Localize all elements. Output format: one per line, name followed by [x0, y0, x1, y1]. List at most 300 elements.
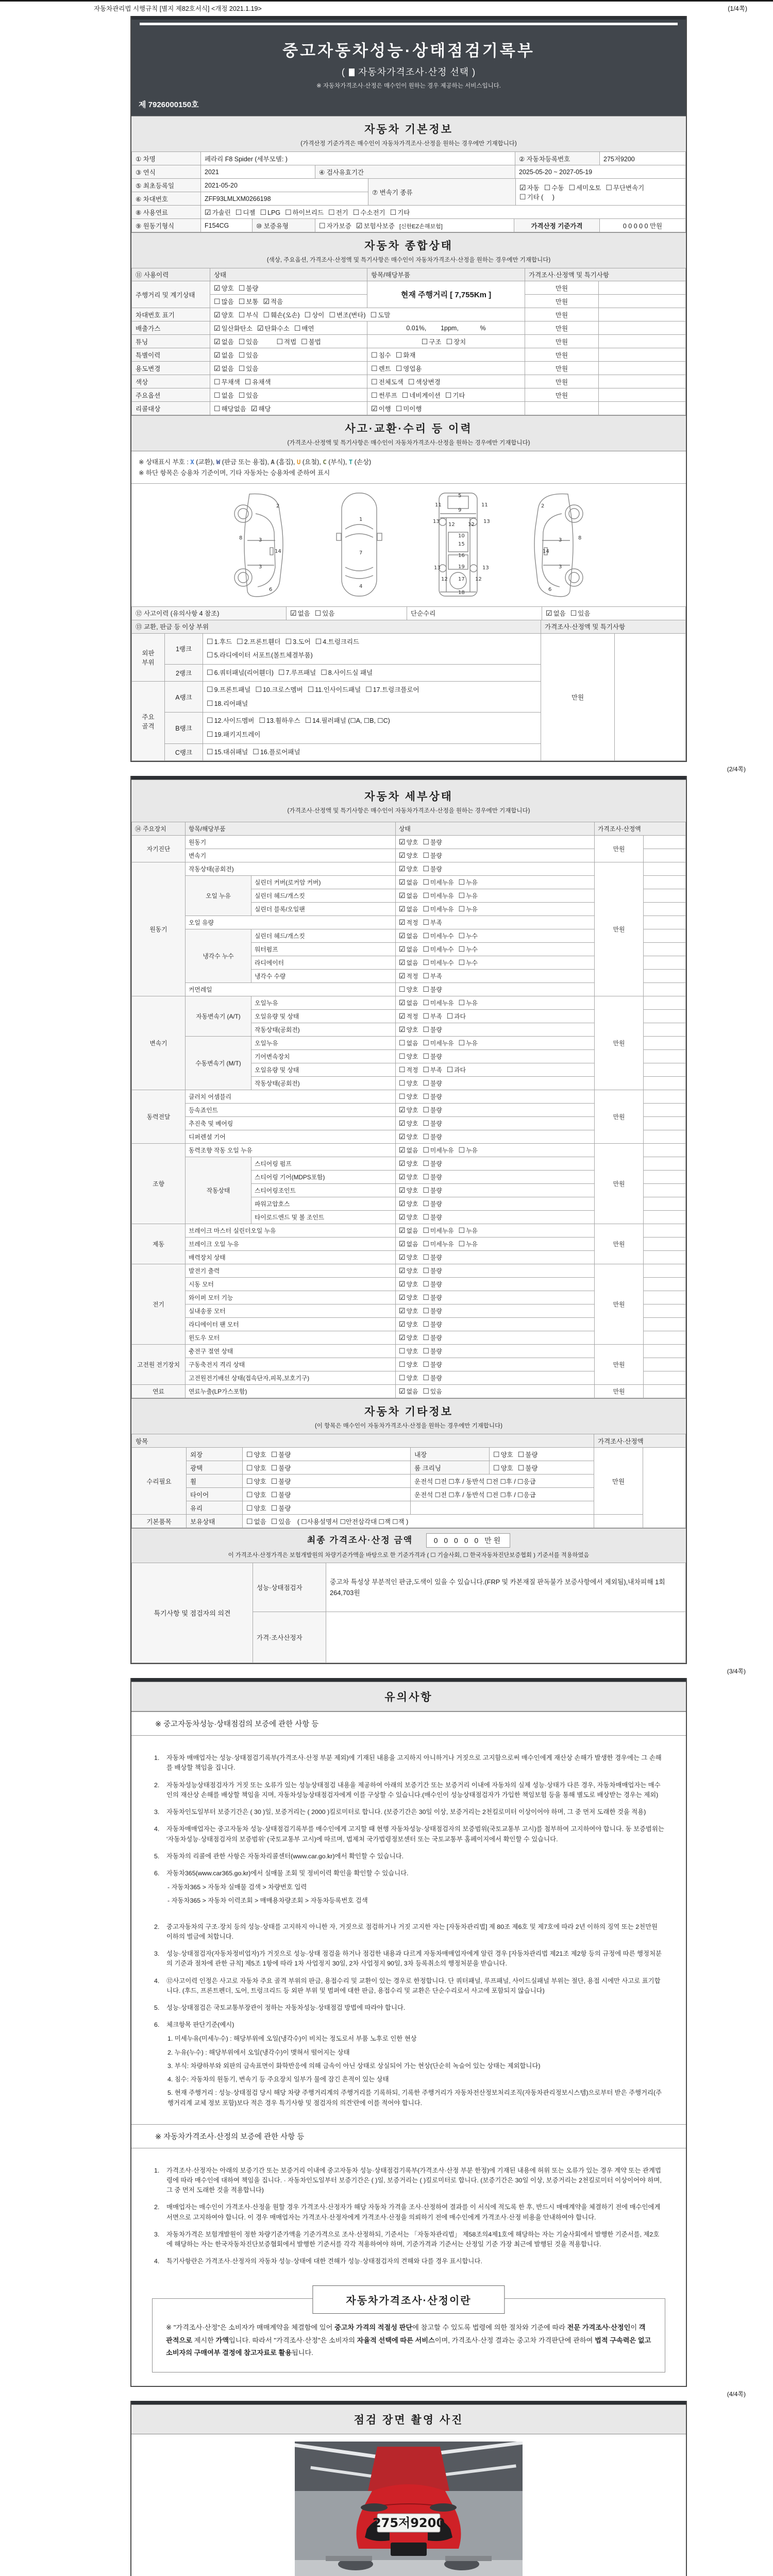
reg-no-value: 275저9200	[600, 152, 686, 165]
unchecked-checkbox-icon: ☐	[271, 1464, 278, 1472]
check-item: 스티어링 기어(MDPS포함)	[251, 1171, 396, 1184]
check-state	[396, 876, 595, 889]
notice-subitem: 1. 미세누유(미세누수) : 해당부위에 오일(냉각수)이 비치는 정도로서 부품 노후로 인한 현상	[167, 2035, 417, 2043]
check-state	[396, 1157, 595, 1171]
diagram-part-number: 11	[435, 502, 442, 508]
diagram-part-number: 6	[269, 586, 273, 592]
checkbox-option: ☐ 누수	[458, 945, 478, 954]
checkbox-option: ☐ 불량	[423, 1160, 442, 1168]
check-state	[396, 1358, 595, 1371]
checked-checkbox-icon: ☑	[214, 324, 221, 333]
checked-checkbox-icon: ☑	[214, 351, 221, 360]
unchecked-checkbox-icon: ☐	[271, 1517, 278, 1526]
checked-checkbox-icon: ☑	[399, 1334, 406, 1343]
unchecked-checkbox-icon: ☐	[214, 297, 221, 306]
checkbox-option: ☐ 기타	[390, 208, 410, 217]
checkbox-option: ☐ 있음	[238, 391, 259, 400]
notice-subitem: 2. 누유(누수) : 해당부위에서 오일(냉각수)이 맺혀서 떨어지는 상태	[167, 2048, 350, 2056]
unchecked-checkbox-icon: ☐	[423, 1133, 429, 1142]
unchecked-checkbox-icon: ☐	[423, 905, 429, 914]
check-state	[396, 1211, 595, 1224]
checkbox-option: ☐ 불량	[423, 1253, 442, 1262]
unchecked-checkbox-icon: ☐	[207, 651, 213, 660]
checkbox-option: ☐ 누유	[458, 1039, 478, 1048]
checkbox-option: ☑ 없음	[399, 999, 418, 1008]
checkbox-option: ☐ 미세누수	[423, 959, 454, 968]
diagram-part-number: 13	[482, 565, 489, 571]
checkbox-option: ☑ 양호	[399, 852, 418, 860]
document-title: 중고자동차성능·상태점검기록부	[282, 42, 535, 60]
checkbox-option: ☑ 양호	[399, 1320, 418, 1329]
unchecked-checkbox-icon: ☐	[238, 297, 245, 306]
unchecked-checkbox-icon: ☐	[246, 1464, 253, 1472]
section-basic-info	[131, 116, 686, 152]
checkbox-option: ☐ 불량	[423, 1307, 442, 1316]
notice-subitem: 5. 현재 주행거리 : 성능·상태점검 당시 해당 차량 주행거리계의 주행거리를 기록하되, 기록한 주행거리가 자동차전산정보처리조직(자동차관리정보시스템)으로부터 받은 주행거리(주행거리계 교체 정보 포함)보다 적은 경우 특기사항 및 점검자의 의견'란에 이를 적어야 합니다.	[167, 2089, 662, 2107]
check-state	[396, 1050, 595, 1063]
checkbox-option: ☐ 19.패키지트레이	[207, 731, 261, 739]
checkbox-option: ☐ 불량	[423, 1120, 442, 1128]
repair-group: 수리필요	[132, 1448, 187, 1515]
checkbox-option: ☐ 미세누수	[423, 932, 454, 941]
checkbox-option: ☐ 불량	[423, 1334, 442, 1343]
unchecked-checkbox-icon: ☐	[458, 959, 465, 968]
group-price: 만원	[595, 1345, 644, 1385]
about-box-text: ※ "가격조사·산정"은 소비자가 매매계약을 체결함에 있어 중고차 가격의 적절성 판단에 참고할 수 있도록 법령에 의한 절차와 기준에 따라 전문 가격조사·산정인이 객관적으로 제시한 가액입니다. 따라서 "가격조사·산정"은 소비자의 자율적 선택에 따른 서비스이며, 가격조사·산정 결과는 중고차 가격판단에 관하여 법적 구속력은 없고 소비자의 구매여부 결정에 참고자료로 활용됩니다.	[166, 2324, 651, 2357]
checked-checkbox-icon: ☑	[290, 609, 297, 618]
checkbox-option: ☐ 불량	[423, 1093, 442, 1101]
simple-repair-checks	[542, 606, 686, 620]
unchecked-checkbox-icon: ☐	[568, 183, 575, 192]
exchange-table	[131, 620, 686, 761]
page-1	[130, 16, 687, 762]
device-group: 연료	[132, 1385, 186, 1398]
checkbox-option: ☐ 세미오토	[568, 183, 601, 192]
car-name-label: ① 차명	[132, 152, 201, 165]
inspector-opinion: 중고차 특성상 부분적인 판금,도색이 있을 수 있습니다.(FRP 및 카본재질 판독불가 보증사항에서 제외됨),내차피해 1회 264,703원	[326, 1563, 686, 1612]
check-item: 등속죠인트	[186, 1104, 396, 1117]
unchecked-checkbox-icon: ☐	[371, 351, 378, 360]
unchecked-checkbox-icon: ☐	[263, 311, 270, 319]
inspection-label: ④ 검사유효기간	[315, 165, 515, 179]
diagram-part-number: 7	[359, 550, 363, 556]
check-state	[396, 1197, 595, 1211]
notice-item: 6. 자동차365(www.car365.go.kr)에서 실매물 조회 및 정비이력 확인을 확인할 수 있습니다.	[154, 1870, 409, 1877]
checkbox-option: ☑ 없음	[399, 905, 418, 914]
check-item: 실린더 커버(로커암 커버)	[251, 876, 396, 889]
unchecked-checkbox-icon: ☐	[446, 1066, 453, 1075]
unchecked-checkbox-icon: ☐	[238, 364, 245, 373]
unchecked-checkbox-icon: ☐	[329, 311, 335, 319]
usage-label: 배출가스	[132, 321, 210, 335]
checkbox-option: ☑ 없음	[399, 892, 418, 901]
checkbox-option: ☐ 14.필러패널 (☐A, ☐B, ☐C)	[305, 717, 390, 725]
checkbox-option: ☐ 불량	[423, 865, 442, 874]
unchecked-checkbox-icon: ☐	[423, 1267, 429, 1276]
section-comprehensive	[131, 232, 686, 268]
checked-checkbox-icon: ☑	[399, 1294, 406, 1302]
device-group: 변속기	[132, 996, 186, 1090]
engine-type-value: F154CG	[201, 219, 253, 232]
car-name-value: 페라리 F8 Spider (세부모델: )	[201, 152, 515, 165]
checked-checkbox-icon: ☑	[399, 1387, 406, 1396]
notice-subsection-2: ※ 자동차가격조사·산정의 보증에 관한 사항 등	[131, 2124, 686, 2148]
section-title: 자동차 기본정보	[364, 124, 453, 135]
rank-label: 1랭크	[165, 633, 203, 664]
unchecked-checkbox-icon: ☐	[207, 637, 213, 646]
checkbox-option: ☐ 양호	[399, 1053, 418, 1061]
checkbox-option: ☑ 양호	[399, 865, 418, 874]
unchecked-checkbox-icon: ☐	[423, 1079, 429, 1088]
unchecked-checkbox-icon: ☐	[255, 686, 262, 694]
checkbox-option: ☐ 11.인사이드패널	[307, 686, 361, 694]
checked-checkbox-icon: ☑	[399, 972, 406, 981]
unchecked-checkbox-icon: ☐	[423, 1146, 429, 1155]
vehicle-diagrams	[131, 484, 686, 607]
page-top-bar	[131, 16, 686, 20]
checked-checkbox-icon: ☑	[214, 364, 221, 373]
notice-item: 2. 자동차성능상태점검자가 거짓 또는 오류가 있는 성능상태점검 내용을 제공하여 아래의 보증기간 또는 보증거리 이내에 자동차의 실제 성능·상태가 다른 경우, 자동차매매업자는 매수인의 재산상 손해를 배상할 책임을 지며, 자동차성능상태점검자에게 이를 구상할 수 있습니다.(매수인이 성능상태점검자가 가입한 책임보험 등을 통해 별도로 배상받는 경우는 제외)	[154, 1781, 661, 1799]
check-state	[396, 1331, 595, 1345]
check-state	[396, 943, 595, 956]
checkbox-option: ☐ 누유	[458, 999, 478, 1008]
unchecked-checkbox-icon: ☐	[423, 1334, 429, 1343]
transmission-label: ⑦ 변속기 종류	[368, 179, 516, 206]
unchecked-checkbox-icon: ☐	[458, 932, 465, 941]
checkbox-option: ☑ 양호	[399, 1280, 418, 1289]
unchecked-checkbox-icon: ☐	[238, 337, 245, 346]
unchecked-checkbox-icon: ☐	[294, 324, 301, 333]
unchecked-checkbox-icon: ☐	[395, 351, 402, 360]
unchecked-checkbox-icon: ☐	[423, 1173, 429, 1182]
basic-items-group: 기본품목	[132, 1515, 187, 1528]
top-border	[0, 0, 773, 2]
about-price-survey-box	[152, 2295, 665, 2372]
unchecked-checkbox-icon: ☐	[493, 1450, 500, 1459]
notice-item: 3. 성능·상태점검자(자동차정비업자)가 거짓으로 성능·상태 점검을 하거나 점검한 내용과 다르게 자동차매매업자에게 알린 경우 [자동차관리법 제21조 제2항 등의 규정에 따른 행정처분의 기준과 절차에 관한 규칙] 제5조 1항에 따라 1차 사업정지 30일, 2차 사업정지 90일, 3차 등록취소의 행정처분을 받습니다.	[154, 1950, 662, 1968]
year-value: 2021	[201, 165, 315, 179]
unchecked-checkbox-icon: ☐	[371, 378, 378, 386]
checkbox-option: ☐ 있음	[238, 351, 259, 360]
checkbox-option: ☑ 양호	[399, 1267, 418, 1276]
unchecked-checkbox-icon: ☐	[423, 1187, 429, 1195]
checkbox-option: ☐ 없음	[246, 1517, 266, 1526]
checkbox-option: ☐ 누유	[458, 1227, 478, 1235]
checkbox-option: ☑ 양호	[399, 1200, 418, 1209]
section-accident	[131, 415, 686, 451]
checkbox-option: ☐ 적법	[276, 337, 297, 346]
check-state	[396, 996, 595, 1010]
check-item: 작동상태(공회전)	[251, 1023, 396, 1037]
checked-checkbox-icon: ☑	[399, 905, 406, 914]
checkbox-option: ☐ 6.쿼터패널(리어휀더)	[207, 668, 274, 677]
check-item: 변속기	[186, 849, 396, 862]
checked-checkbox-icon: ☑	[399, 1160, 406, 1168]
device-group: 원동기	[132, 862, 186, 996]
unchecked-checkbox-icon: ☐	[271, 1504, 278, 1513]
unchecked-checkbox-icon: ☐	[278, 668, 285, 677]
checked-checkbox-icon: ☑	[399, 945, 406, 954]
checkbox-option: ☐ 미세누수	[423, 945, 454, 954]
unchecked-checkbox-icon: ☐	[399, 1053, 406, 1061]
checkbox-option: ☐ 누유	[458, 892, 478, 901]
checkbox-option: ☑ 없음	[399, 959, 418, 968]
checked-checkbox-icon: ☑	[399, 999, 406, 1008]
device-group: 제동	[132, 1224, 186, 1264]
checkbox-option: ☑ 양호	[214, 284, 234, 293]
unchecked-checkbox-icon: ☐	[399, 1374, 406, 1383]
checkbox-option: ☑ 양호	[399, 1294, 418, 1302]
checkbox-option: ☑ 양호	[399, 1160, 418, 1168]
checkbox-option: ☐ 불량	[423, 1200, 442, 1209]
diagram-part-number: 8	[578, 535, 582, 541]
checkbox-option: ☐ 누유	[458, 1240, 478, 1249]
check-state	[396, 1144, 595, 1157]
checkbox-option: ☐ 16.플로어패널	[253, 748, 300, 756]
checkbox-option: ☐ 불량	[423, 1213, 442, 1222]
unchecked-checkbox-icon: ☐	[315, 637, 322, 646]
unchecked-checkbox-icon: ☐	[207, 748, 213, 756]
check-state	[396, 1063, 595, 1077]
unchecked-checkbox-icon: ☐	[423, 999, 429, 1008]
unchecked-checkbox-icon: ☐	[365, 686, 372, 694]
notice-subitem: - 자동차365 > 자동차 이력조회 > 매매용차량조회 > 자동차등록번호 검색	[167, 1897, 368, 1905]
checked-checkbox-icon: ☑	[399, 1146, 406, 1155]
check-item: 오일유량 및 상태	[251, 1063, 396, 1077]
rank-label: C랭크	[165, 743, 203, 761]
checkbox-option: ☐ 있음	[238, 364, 259, 373]
checkbox-option: ☑ 탄화수소	[257, 324, 290, 333]
check-item: 실린더 헤드/개스킷	[251, 889, 396, 903]
document-number: 제 7926000150호	[139, 100, 199, 109]
group-price: 만원	[595, 1264, 644, 1345]
unchecked-checkbox-icon: ☐	[352, 208, 360, 217]
unchecked-checkbox-icon: ☐	[423, 878, 429, 887]
final-price-label: 최종 가격조사·산정 금액	[307, 1535, 413, 1546]
checkbox-option: ☐ 양호	[493, 1450, 513, 1459]
unchecked-checkbox-icon: ☐	[214, 378, 221, 386]
check-item: 오일유량 및 상태	[251, 1010, 396, 1023]
check-item: 연료누출(LP가스포함)	[186, 1385, 396, 1398]
notice-subitem: 3. 부식: 차량하부와 외판의 금속표면이 화학반응에 의해 금속이 아닌 상태로 상실되어 가는 현상(단순히 녹슬어 있는 상태는 제외합니다)	[167, 2062, 541, 2070]
inspection-value: 2025-05-20 ~ 2027-05-19	[515, 165, 686, 179]
check-state	[396, 1224, 595, 1238]
check-state	[396, 956, 595, 970]
notice-item: 2. 매매업자는 매수인이 가격조사·산정을 원할 경우 가격조사·산정자가 해당 자동차 가격을 조사·산정하여 결과를 이 서식에 적도록 한 후, 반드시 매매계약을 체결하기 전에 매수인에게 서면으로 고지하여야 합니다. 이 경우 매매업자는 가격조사·산정자에게 가격조사·산정을 의뢰하기 전에 매수인에게 가격조사·산정 비용을 안내하여야 합니다.	[154, 2204, 661, 2221]
unchecked-checkbox-icon: ☐	[446, 1012, 453, 1021]
car-diagram-top	[326, 490, 393, 599]
vin-label: ⑥ 차대번호	[132, 192, 201, 206]
checkbox-option: ☐ 과다	[446, 1066, 466, 1075]
form-reference: 자동차관리법 시행규칙 [별지 제82호서식] <개정 2021.1.19>	[94, 5, 262, 12]
checkbox-option: ☐ 불량	[423, 1026, 442, 1035]
unchecked-checkbox-icon: ☐	[271, 1450, 278, 1459]
legend-entry: W (판금 또는 용접)	[216, 458, 267, 466]
notice-item: 4. 자동차매매업자는 중고자동차 성능·상태점검기록부를 매수인에게 고지할 때 현행 자동차성능·상태점검자의 보증범위(국토교통부 고시)를 첨부하여 고지하여야 합니다. 동 보증범위는 '자동차성능·상태점검자의 보증범위' (국토교통부 고시)에 따르며, 법제처 국가법령정보센터 또는 국토교통부 홈페이지에서 확인할 수 있습니다.	[154, 1825, 664, 1843]
section-etc	[131, 1398, 686, 1434]
checkbox-option: ☐ 하이브리드	[285, 208, 324, 217]
unchecked-checkbox-icon: ☐	[408, 378, 415, 386]
unchecked-checkbox-icon: ☐	[246, 1477, 253, 1486]
diagram-part-number: 16	[458, 552, 465, 558]
check-item: 파워고압호스	[251, 1197, 396, 1211]
checkbox-option: ☐ 수소전기	[352, 208, 385, 217]
unchecked-checkbox-icon: ☐	[423, 945, 429, 954]
diagram-part-number: 3	[559, 564, 562, 570]
device-group: 조향	[132, 1144, 186, 1224]
checked-checkbox-icon: ☑	[399, 1227, 406, 1235]
unchecked-checkbox-icon: ☐	[423, 865, 429, 874]
unchecked-checkbox-icon: ☐	[423, 1106, 429, 1115]
checkbox-option: ☐ 양호	[246, 1464, 266, 1472]
check-state	[396, 903, 595, 916]
appraiser-label: 가격·조사산정자	[253, 1612, 326, 1663]
section-subtitle: (가격조사·산정액 및 특기사항은 매수인이 자동차가격조사·산정을 원하는 경우에만 기재합니다)	[287, 808, 530, 815]
notice-item: 3. 자동차가격은 보험개발원이 정한 차량기준가액을 기준가격으로 조사·산정하되, 기준서는 「자동차관리법」 제58조의4제1호에 해당하는 자는 기술사회에서 발행한 기준서를, 제2호에 해당하는 자는 한국자동차진단보증협회에서 발행한 기준서를 각각 적용하여야 하며, 기준가격과 기준서는 산정일 기준 가장 최근에 발행된 것을 적용합니다.	[154, 2230, 660, 2248]
checkbox-option: ☐ 매연	[294, 324, 314, 333]
unchecked-checkbox-icon: ☐	[458, 1240, 465, 1249]
checkbox-option: ☐ 불량	[238, 284, 259, 293]
rank-label: A랭크	[165, 682, 203, 713]
unchecked-checkbox-icon: ☐	[421, 337, 428, 346]
checkbox-option: ☐ 보통	[238, 297, 259, 306]
fuel-label: ⑧ 사용연료	[132, 206, 201, 219]
usage-label: 튜닝	[132, 335, 210, 348]
check-item: 고전원전기배선 상태(접속단자,피복,보호기구)	[186, 1371, 396, 1385]
notice-item: 5. 자동차의 리콜에 관한 사항은 자동차리콜센터(www.car.go.kr)에서 확인할 수 있습니다.	[154, 1852, 404, 1860]
unchecked-checkbox-icon: ☐	[207, 699, 213, 708]
checkbox-option: ☐ 렌트	[371, 364, 391, 373]
unchecked-checkbox-icon: ☐	[307, 686, 314, 694]
unchecked-checkbox-icon: ☐	[238, 391, 245, 400]
checkbox-option: ☐ 미세누유	[423, 878, 454, 887]
checked-checkbox-icon: ☑	[399, 1026, 406, 1035]
checked-checkbox-icon: ☑	[399, 838, 406, 847]
checked-checkbox-icon: ☑	[546, 609, 552, 618]
unchecked-checkbox-icon: ☐	[423, 1200, 429, 1209]
unchecked-checkbox-icon: ☐	[207, 668, 213, 677]
diagram-part-number: 12	[475, 576, 482, 582]
checkbox-option: ☐ 불량	[423, 1320, 442, 1329]
check-state	[396, 1371, 595, 1385]
checkbox-option: ☐ 자가보증	[319, 222, 351, 230]
unchecked-checkbox-icon: ☐	[423, 1213, 429, 1222]
unchecked-checkbox-icon: ☐	[493, 1464, 500, 1472]
inspector-label: 성능·상태점검자	[253, 1563, 326, 1612]
checkbox-option: ☐ 미세누유	[423, 892, 454, 901]
unchecked-checkbox-icon: ☐	[370, 311, 377, 319]
checkbox-option: ☐ 3.도어	[285, 637, 311, 646]
usage-label: 용도변경	[132, 362, 210, 375]
unchecked-checkbox-icon: ☐	[214, 404, 221, 413]
unchecked-checkbox-icon: ☐	[423, 852, 429, 860]
check-item: 오일 유량	[186, 916, 396, 929]
checkbox-option: ☐ 누유	[458, 1146, 478, 1155]
filled-checkbox-icon	[349, 69, 355, 76]
unchecked-checkbox-icon: ☐	[423, 919, 429, 927]
unchecked-checkbox-icon: ☐	[458, 878, 465, 887]
unchecked-checkbox-icon: ☐	[423, 1026, 429, 1035]
basic-info-row-1	[131, 151, 686, 165]
diagram-part-number: 6	[548, 586, 552, 592]
unchecked-checkbox-icon: ☐	[235, 208, 242, 217]
checkbox-option: ☑ 없음	[290, 609, 310, 618]
check-item: 라디에이터 팬 모터	[186, 1318, 396, 1331]
section-title: 자동차 세부상태	[364, 791, 453, 803]
checkbox-option: ☐ 8.사이드실 패널	[321, 668, 373, 677]
checkbox-option: ☐ 부족	[423, 972, 442, 981]
checkbox-option: ☐ 양호	[246, 1490, 266, 1499]
checkbox-option: ☐ 15.대쉬패널	[207, 748, 248, 756]
checkbox-option: ☐ 과다	[446, 1012, 466, 1021]
unchecked-checkbox-icon: ☐	[423, 932, 429, 941]
legend-entry: A (흠집)	[271, 458, 293, 466]
check-item: 오일누유	[251, 1037, 396, 1050]
notice-item: 4. ⑫사고이력 인정은 사고로 자동차 주요 골격 부위의 판금, 용접수리 및 교환이 있는 경우로 한정합니다. 단 쿼터패널, 루프패널, 사이드실패널 부위는 절단, 용접 시에만 사고로 표기합니다. (후드, 프론트펜더, 도어, 트렁크리드 등 외판 부위 및 범퍼에 대한 판금, 용접수리 및 교환은 단순수리로서 사고에 포함되지 않습니다)	[154, 1977, 661, 1994]
checkbox-option: ☐ 색상변경	[408, 378, 441, 386]
unchecked-checkbox-icon: ☐	[271, 1477, 278, 1486]
simple-repair-label: 단순수리	[407, 606, 542, 620]
diagram-part-number: 12	[448, 521, 455, 528]
checkbox-option: ☑ 일산화탄소	[214, 324, 253, 333]
reg-no-label: ② 자동차등록번호	[515, 152, 600, 165]
unchecked-checkbox-icon: ☐	[395, 404, 402, 413]
unchecked-checkbox-icon: ☐	[423, 1066, 429, 1075]
check-item: 윈도우 모터	[186, 1331, 396, 1345]
document-header	[131, 20, 686, 116]
checkbox-option: ☐ 훼손(오손)	[263, 311, 300, 319]
check-state	[396, 1304, 595, 1318]
basic-info-row-5	[131, 205, 686, 219]
checkbox-option: ☐ 12.사이드멤버	[207, 717, 255, 725]
checked-checkbox-icon: ☑	[399, 919, 406, 927]
unchecked-checkbox-icon: ☐	[606, 183, 612, 192]
notice-item: 2. 중고자동차의 구조·장치 등의 성능·상태를 고지하지 아니한 자, 거짓으로 점검하거나 거짓 고지한 자는 [자동차관리법] 제 80조 제6호 및 제7호에 따라 2년 이하의 징역 또는 2천만원 이하의 벌금에 처합니다.	[154, 1923, 658, 1940]
checkbox-option: ☐ 기타	[445, 391, 465, 400]
unchecked-checkbox-icon: ☐	[319, 222, 326, 230]
unchecked-checkbox-icon: ☐	[399, 1093, 406, 1101]
checkbox-option: ☐ 미세누유	[423, 1227, 454, 1235]
service-note: ※ 자동차가격조사·산정은 매수인이 원하는 경우 제공하는 서비스입니다.	[316, 83, 501, 89]
checkbox-option: ☐ 부식	[238, 311, 259, 319]
sub-group: 오일 누유	[186, 876, 251, 916]
section-subtitle: (가격산정 기준가격은 매수인이 자동차가격조사·산정을 원하는 경우에만 기재합니다)	[300, 141, 517, 147]
price-survey-select: ( 자동차가격조사·산정 선택 )	[341, 67, 476, 77]
checkbox-option: ☐ 미이행	[395, 404, 422, 413]
check-state	[396, 1238, 595, 1251]
page-marker-4: (4/4쪽)	[727, 2390, 746, 2398]
checked-checkbox-icon: ☑	[399, 1213, 406, 1222]
check-item: 기어변속장치	[251, 1050, 396, 1063]
page-2	[130, 776, 687, 1664]
first-reg-label: ⑤ 최초등록일	[132, 179, 201, 192]
sub-group: 수동변속기 (M/T)	[186, 1037, 251, 1090]
check-item: 실린더 블록/오일팬	[251, 903, 396, 916]
checkbox-option: ☐ 양호	[399, 1093, 418, 1101]
diagram-part-number: 18	[458, 589, 465, 596]
unchecked-checkbox-icon: ☐	[423, 1227, 429, 1235]
accident-notes	[131, 451, 686, 484]
unchecked-checkbox-icon: ☐	[458, 945, 465, 954]
panel-group: 주요 골격	[132, 682, 165, 761]
checked-checkbox-icon: ☑	[399, 852, 406, 860]
check-item: 타이로드엔드 및 볼 조인트	[251, 1211, 396, 1224]
basic-info-row-6	[131, 218, 686, 232]
section-title: 자동차 기타정보	[364, 1406, 453, 1418]
unchecked-checkbox-icon: ☐	[519, 193, 526, 201]
checkbox-option: ☐ 전체도색	[371, 378, 404, 386]
fuel-checks	[201, 206, 686, 219]
